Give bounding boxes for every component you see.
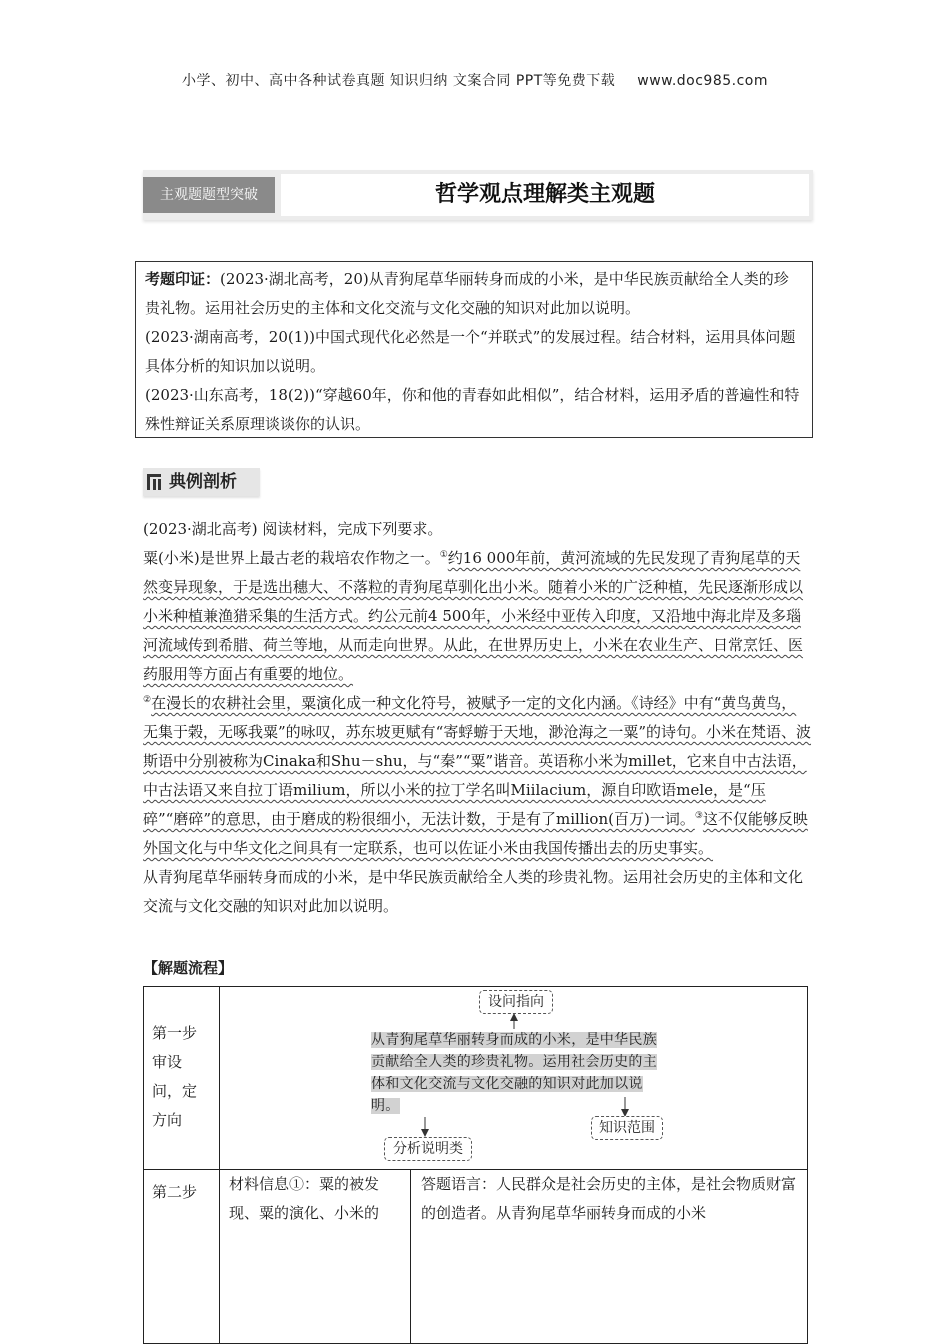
- question-type-box: 分析说明类: [384, 1137, 472, 1161]
- marker-2: ②: [143, 695, 152, 705]
- step1-diagram: [221, 987, 807, 1169]
- exam-item-3: (2023·山东高考，18(2))“穿越60年，你和他的青春如此相似”，结合材料，运用矛盾的普遍性和特殊性辩证关系原理谈谈你的认识。: [145, 386, 800, 433]
- question-focus-box: 设问指向: [479, 990, 553, 1014]
- example-source: (2023·湖北高考) 阅读材料，完成下列要求。: [143, 520, 443, 538]
- step2-row: [144, 1170, 807, 1344]
- marker-1: ①: [439, 550, 448, 560]
- exam-item-2: (2023·湖南高考，20(1))中国式现代化必然是一个“并联式”的发展过程。结合材料，运用具体问题具体分析的知识加以说明。: [145, 328, 796, 375]
- material-paragraph-2: [143, 689, 811, 863]
- exam-item-1: [145, 265, 803, 323]
- step1-row: [144, 987, 807, 1170]
- banner-site-link[interactable]: www.doc985.com: [637, 73, 769, 89]
- quote-part-1: 从青狗尾草华丽转身而成的小米，是中华民族贡献给全人类的珍贵礼物。: [371, 1032, 657, 1070]
- flow-label: 【解题流程】: [143, 959, 234, 977]
- para2-annotated: 在漫长的农耕社会里，粟演化成一种文化符号，被赋予一定的文化内涵。《诗经》中有“黄鸟黄鸟，无集于榖，无啄我粟”的咏叹，苏东坡更赋有“寄蜉蝣于天地，渺沧海之一粟”的诗句。小米在梵语、波斯语中分别被称为Cinaka和Shu－shu，与“秦”“粟”谐音。英语称小米为millet，它来自中古法语，中古法语又来自拉丁语milium，所以小米的拉丁学名叫Miilacium，源自印欧语mele，是“压碎”“磨碎”的意思，由于磨成的粉很细小，无法计数，于是有了million(百万)一词。: [143, 694, 812, 828]
- step1-cell: 第一步审设问，定方向: [144, 987, 220, 1169]
- page-title: 哲学观点理解类主观题: [281, 174, 809, 216]
- diagram-quote: [371, 1029, 661, 1117]
- marker-3: ③: [694, 811, 703, 821]
- quote-part-2: 运用社会历史的主体和文化交流与文化交融的知识对此加以说明。: [371, 1054, 658, 1114]
- material-paragraph-1: [143, 544, 811, 689]
- exam-item-1-text: (2023·湖北高考，20)从青狗尾草华丽转身而成的小米，是中华民族贡献给全人类的珍贵礼物。运用社会历史的主体和文化交流与文化交融的知识对此加以说明。: [145, 270, 789, 317]
- exam-reference-box: [135, 261, 813, 438]
- para1-annotated: 约16 000年前，黄河流域的先民发现了青狗尾草的天然变异现象，于是选出穗大、不落粒的青狗尾草驯化出小米。随着小米的广泛种植，先民逐渐形成以小米种植兼渔猎采集的生活方式。约公元前4 500年，小米经中亚传入印度，又沿地中海北岸及多瑙河流域传到希腊、荷兰等地，从而走向世界。从此，在世界历史上，小米在农业生产、日常烹饪、医药服用等方面占有重要的地位。: [143, 549, 804, 683]
- example-body: [143, 515, 811, 921]
- material-info-cell: 材料信息①：粟的被发现、粟的演化、小米的: [221, 1170, 411, 1344]
- section-book-icon: [147, 474, 161, 490]
- section-heading: [143, 468, 260, 496]
- step2-cell: 第二步: [144, 1170, 220, 1344]
- title-tag: 主观题题型突破: [143, 177, 275, 213]
- answer-language-cell: 答题语言：人民群众是社会历史的主体，是社会物质财富的创造者。从青狗尾草华丽转身而成的小米: [421, 1175, 797, 1222]
- banner-text: 小学、初中、高中各种试卷真题 知识归纳 文案合同 PPT等免费下载: [181, 73, 616, 89]
- solution-flow-table: [143, 986, 808, 1344]
- para1-intro: 粟(小米)是世界上最古老的栽培农作物之一。: [143, 549, 440, 567]
- para2-conclusion: 这不仅能够反映外国文化与中华文化之间具有一定联系，也可以佐证小米由我国传播出去的历史事实。: [143, 810, 808, 857]
- top-banner: [0, 70, 950, 90]
- exam-label: 考题印证：: [145, 270, 221, 288]
- title-bar: [143, 170, 813, 220]
- section-title: 典例剖析: [169, 472, 237, 492]
- question-text: 从青狗尾草华丽转身而成的小米，是中华民族贡献给全人类的珍贵礼物。运用社会历史的主体和文化交流与文化交融的知识对此加以说明。: [143, 868, 804, 915]
- knowledge-scope-box: 知识范围: [591, 1116, 663, 1140]
